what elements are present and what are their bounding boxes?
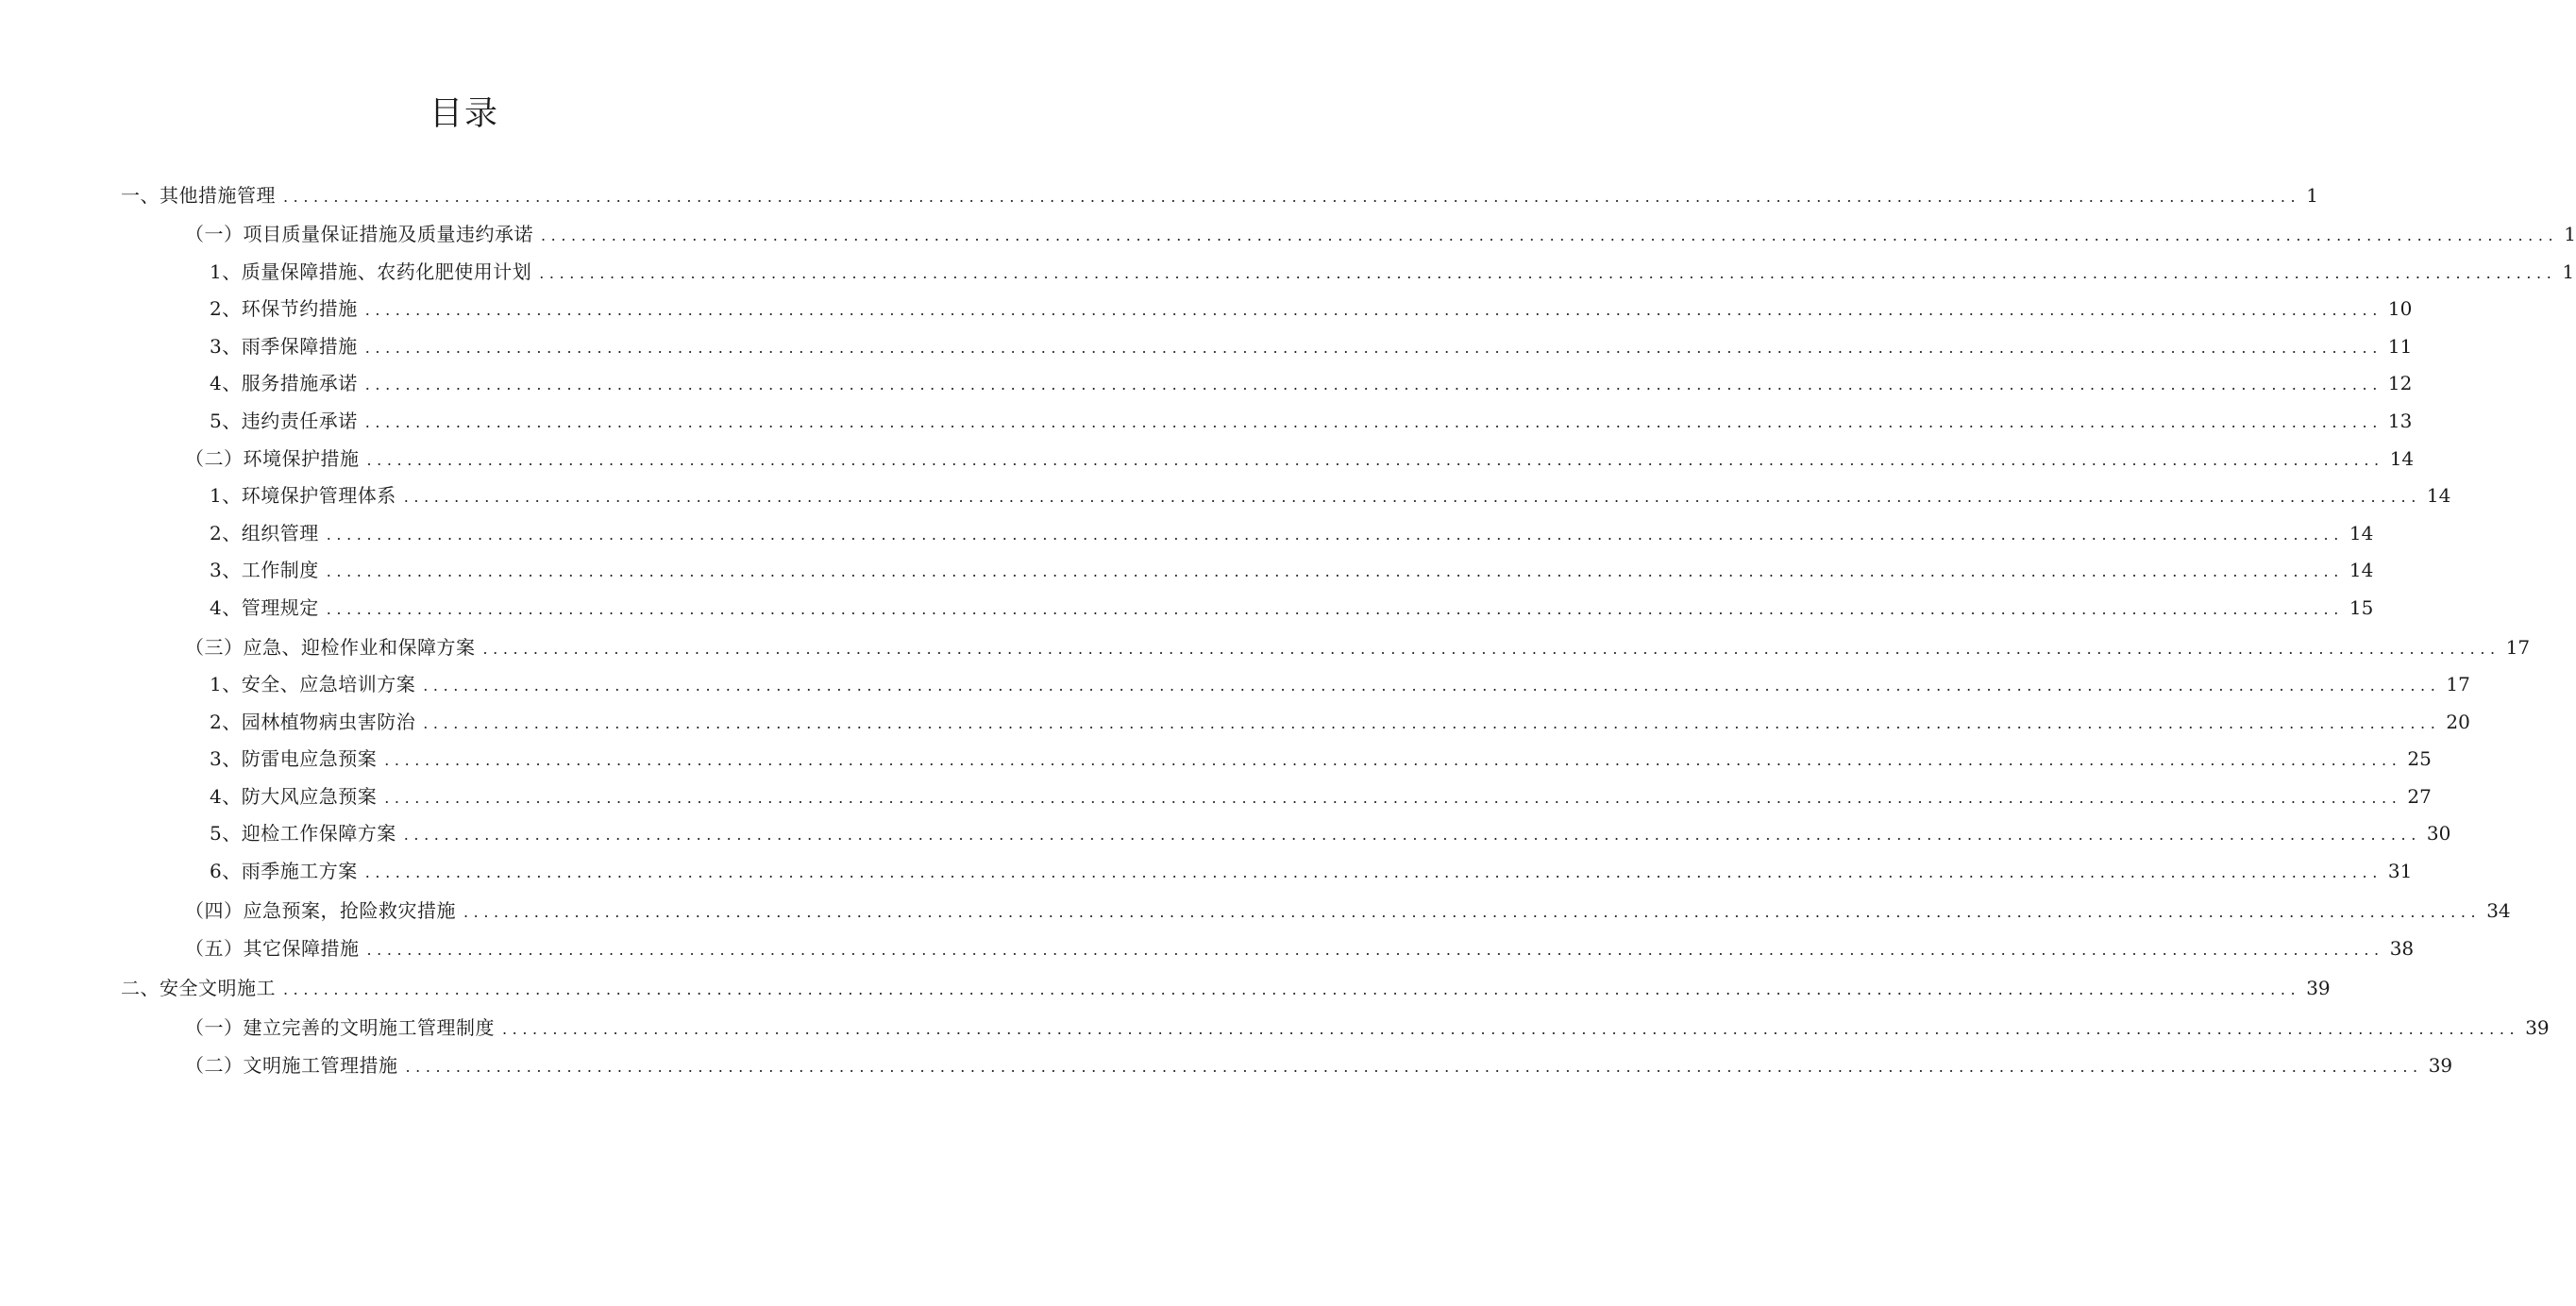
toc-entry-label: 二、安全文明施工: [121, 977, 276, 999]
toc-entry-label: 2、组织管理: [210, 522, 319, 544]
toc-entry[interactable]: [210, 332, 2413, 360]
toc-entry[interactable]: [210, 670, 2470, 698]
toc-entry-page-number: 1: [2564, 223, 2576, 245]
toc-entry-label: 1、质量保障措施、农药化肥使用计划: [210, 260, 532, 283]
toc-entry-label: 6、雨季施工方案: [210, 860, 358, 882]
toc-entry[interactable]: [210, 745, 2432, 773]
toc-entry-page-number: 14: [2349, 522, 2374, 544]
toc-dot-leader: ........................................................................................................................................................................................................: [364, 863, 2382, 881]
toc-dot-leader: ........................................................................................................................................................................................................: [364, 413, 2382, 431]
toc-entry[interactable]: [185, 633, 2531, 661]
toc-entry-page-number: 20: [2446, 711, 2470, 733]
toc-dot-leader: ........................................................................................................................................................................................................: [326, 526, 2344, 544]
toc-entry[interactable]: [121, 974, 2331, 1002]
toc-dot-leader: ........................................................................................................................................................................................................: [405, 1058, 2423, 1076]
toc-dot-leader: ........................................................................................................................................................................................................: [482, 640, 2500, 658]
toc-entry[interactable]: [210, 407, 2413, 435]
toc-dot-leader: ........................................................................................................................................................................................................: [366, 941, 2384, 959]
toc-entry-page-number: 12: [2387, 372, 2413, 394]
toc-entry-page-number: 15: [2349, 596, 2374, 619]
toc-dot-leader: ........................................................................................................................................................................................................: [366, 451, 2384, 469]
toc-entry-page-number: 31: [2387, 860, 2413, 882]
toc-entry-page-number: 1: [2562, 260, 2575, 283]
toc-dot-leader: ........................................................................................................................................................................................................: [502, 1020, 2520, 1038]
toc-dot-leader: ........................................................................................................................................................................................................: [283, 980, 2301, 998]
toc-entry[interactable]: [185, 896, 2511, 925]
toc-dot-leader: ........................................................................................................................................................................................................: [423, 677, 2441, 695]
toc-entry[interactable]: [210, 369, 2413, 397]
toc-entry-label: 1、安全、应急培训方案: [210, 673, 416, 695]
toc-entry-label: （五）其它保障措施: [185, 937, 360, 960]
toc-entry[interactable]: [210, 556, 2374, 584]
toc-dot-leader: ........................................................................................................................................................................................................: [423, 714, 2441, 732]
toc-entry-page-number: 14: [2426, 484, 2451, 507]
toc-entry[interactable]: [210, 294, 2413, 323]
toc-entry-page-number: 1: [2306, 184, 2318, 207]
toc-entry-label: （一）项目质量保证措施及质量违约承诺: [185, 223, 533, 245]
toc-entry-page-number: 10: [2387, 297, 2413, 320]
toc-dot-leader: ........................................................................................................................................................................................................: [384, 751, 2402, 769]
toc-entry[interactable]: [121, 181, 2318, 209]
toc-entry[interactable]: [185, 1013, 2550, 1042]
toc-dot-leader: ........................................................................................................................................................................................................: [539, 264, 2557, 282]
toc-entry-label: 3、雨季保障措施: [210, 335, 358, 358]
toc-entry[interactable]: [210, 857, 2413, 885]
toc-entry[interactable]: [210, 481, 2451, 510]
toc-dot-leader: ........................................................................................................................................................................................................: [364, 339, 2382, 357]
toc-entry-label: 5、违约责任承诺: [210, 410, 358, 432]
toc-entry-page-number: 25: [2407, 747, 2432, 770]
toc-entry-page-number: 39: [2428, 1054, 2453, 1077]
toc-entry-label: （一）建立完善的文明施工管理制度: [185, 1016, 495, 1039]
toc-entry-page-number: 38: [2389, 937, 2415, 960]
toc-entry-page-number: 17: [2446, 673, 2470, 695]
toc-entry-label: 4、防大风应急预案: [210, 785, 378, 808]
toc-entry-label: 4、管理规定: [210, 596, 319, 619]
toc-entry[interactable]: [185, 220, 2576, 248]
toc-entry-page-number: 30: [2426, 822, 2451, 845]
toc-entry-page-number: 39: [2525, 1016, 2550, 1039]
toc-entry-page-number: 13: [2387, 410, 2413, 432]
toc-dot-leader: ........................................................................................................................................................................................................: [541, 226, 2559, 244]
toc-entry-label: 2、环保节约措施: [210, 297, 358, 320]
toc-entry-page-number: 17: [2505, 636, 2531, 659]
toc-entry[interactable]: [185, 444, 2415, 473]
toc-dot-leader: ........................................................................................................................................................................................................: [364, 376, 2382, 393]
toc-entry-label: 2、园林植物病虫害防治: [210, 711, 416, 733]
toc-dot-leader: ........................................................................................................................................................................................................: [384, 789, 2402, 807]
toc-entry-page-number: 14: [2349, 559, 2374, 581]
toc-entry[interactable]: [210, 782, 2432, 811]
toc-entry-label: 4、服务措施承诺: [210, 372, 358, 394]
toc-dot-leader: ........................................................................................................................................................................................................: [463, 903, 2482, 921]
toc-entry-label: （二）环境保护措施: [185, 447, 360, 470]
toc-entry[interactable]: [210, 708, 2470, 736]
toc-entry-label: 5、迎检工作保障方案: [210, 822, 396, 845]
toc-entry[interactable]: [210, 519, 2374, 547]
toc-dot-leader: ........................................................................................................................................................................................................: [283, 188, 2301, 206]
toc-entry-page-number: 11: [2387, 335, 2413, 358]
toc-dot-leader: ........................................................................................................................................................................................................: [403, 826, 2421, 844]
toc-entry[interactable]: [210, 819, 2451, 847]
toc-entry[interactable]: [185, 1051, 2453, 1080]
toc-entry[interactable]: [185, 934, 2415, 963]
toc-entry-label: （三）应急、迎检作业和保障方案: [185, 636, 476, 659]
toc-entry-label: （二）文明施工管理措施: [185, 1054, 398, 1077]
toc-entry-label: 1、环境保护管理体系: [210, 484, 396, 507]
toc-entry-label: （四）应急预案，抢险救灾措施: [185, 899, 456, 922]
toc-dot-leader: ........................................................................................................................................................................................................: [364, 301, 2382, 319]
toc-entry-label: 3、工作制度: [210, 559, 319, 581]
toc-entry[interactable]: [210, 594, 2374, 622]
toc-dot-leader: ........................................................................................................................................................................................................: [326, 562, 2344, 580]
toc-entry-label: 一、其他措施管理: [121, 184, 276, 207]
page-title: 目录: [429, 95, 499, 133]
toc-dot-leader: ........................................................................................................................................................................................................: [326, 600, 2344, 618]
toc-dot-leader: ........................................................................................................................................................................................................: [403, 488, 2421, 506]
toc-entry-page-number: 27: [2407, 785, 2432, 808]
toc-entry-page-number: 14: [2389, 447, 2415, 470]
toc-entry[interactable]: [210, 258, 2575, 286]
toc-entry-page-number: 39: [2306, 977, 2331, 999]
toc-entry-page-number: 34: [2486, 899, 2511, 922]
toc-entry-label: 3、防雷电应急预案: [210, 747, 378, 770]
